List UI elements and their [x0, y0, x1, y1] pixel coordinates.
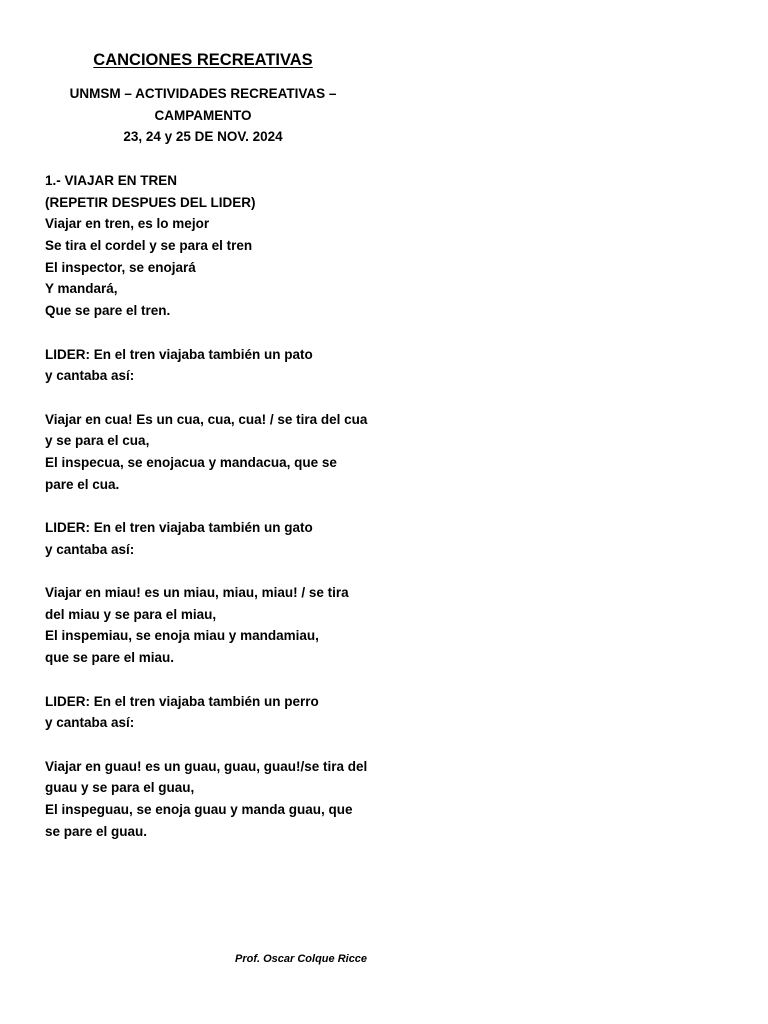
lyric-line: Viajar en cua! Es un cua, cua, cua! / se tira del cua: [45, 411, 368, 427]
lyric-line: El inspeguau, se enoja guau y manda guau, que: [45, 801, 353, 817]
stanza-spacer: [45, 669, 385, 691]
lyric-line: Viajar en tren, es lo mejor: [45, 216, 210, 232]
leader-line: y cantaba así:: [45, 368, 135, 384]
lyric-line: y se para el cua,: [45, 433, 150, 449]
stanza-spacer: [45, 322, 385, 344]
author-signature: Prof. Oscar Colque Ricce: [235, 953, 368, 965]
lyric-line: se pare el guau.: [45, 823, 148, 839]
lyric-line: Viajar en miau! es un miau, miau, miau! / se tira: [45, 585, 349, 601]
leader-line: LIDER: En el tren viajaba también un perro: [45, 693, 319, 709]
lyric-line: Que se pare el tren.: [45, 303, 171, 319]
stanza-spacer: [45, 387, 385, 409]
leader-line: LIDER: En el tren viajaba también un gato: [45, 520, 313, 535]
leader-line: y cantaba así:: [45, 715, 135, 731]
lyric-line: guau y se para el guau,: [45, 780, 195, 796]
subtitle-line: CAMPAMENTO: [154, 107, 252, 123]
subtitle-line: UNMSM – ACTIVIDADES RECREATIVAS –: [69, 86, 337, 101]
stanza-spacer: [45, 495, 385, 517]
stanza-spacer: [45, 560, 385, 582]
lyric-line: del miau y se para el miau,: [45, 606, 217, 622]
lyric-line: pare el cua.: [45, 476, 120, 492]
document-subtitle: [0, 83, 406, 148]
stanza-spacer: [45, 734, 385, 756]
lyric-line: El inspector, se enojará: [45, 259, 196, 275]
document-title: CANCIONES RECREATIVAS: [93, 51, 313, 69]
song-heading: 1.- VIAJAR EN TREN: [45, 173, 178, 188]
song-body: [45, 170, 385, 842]
subtitle-line: 23, 24 y 25 DE NOV. 2024: [123, 129, 283, 144]
lyric-line: Se tira el cordel y se para el tren: [45, 238, 253, 254]
leader-line: LIDER: En el tren viajaba también un pato: [45, 346, 313, 362]
song-instruction: (REPETIR DESPUES DEL LIDER): [45, 194, 256, 210]
leader-line: y cantaba así:: [45, 541, 135, 557]
lyric-line: Viajar en guau! es un guau, guau, guau!/se tira del: [45, 758, 368, 774]
lyric-line: que se pare el miau.: [45, 650, 175, 666]
lyric-line: Y mandará,: [45, 281, 118, 297]
lyric-line: El inspemiau, se enoja miau y mandamiau,: [45, 628, 319, 644]
lyric-line: El inspecua, se enojacua y mandacua, que se: [45, 454, 337, 470]
